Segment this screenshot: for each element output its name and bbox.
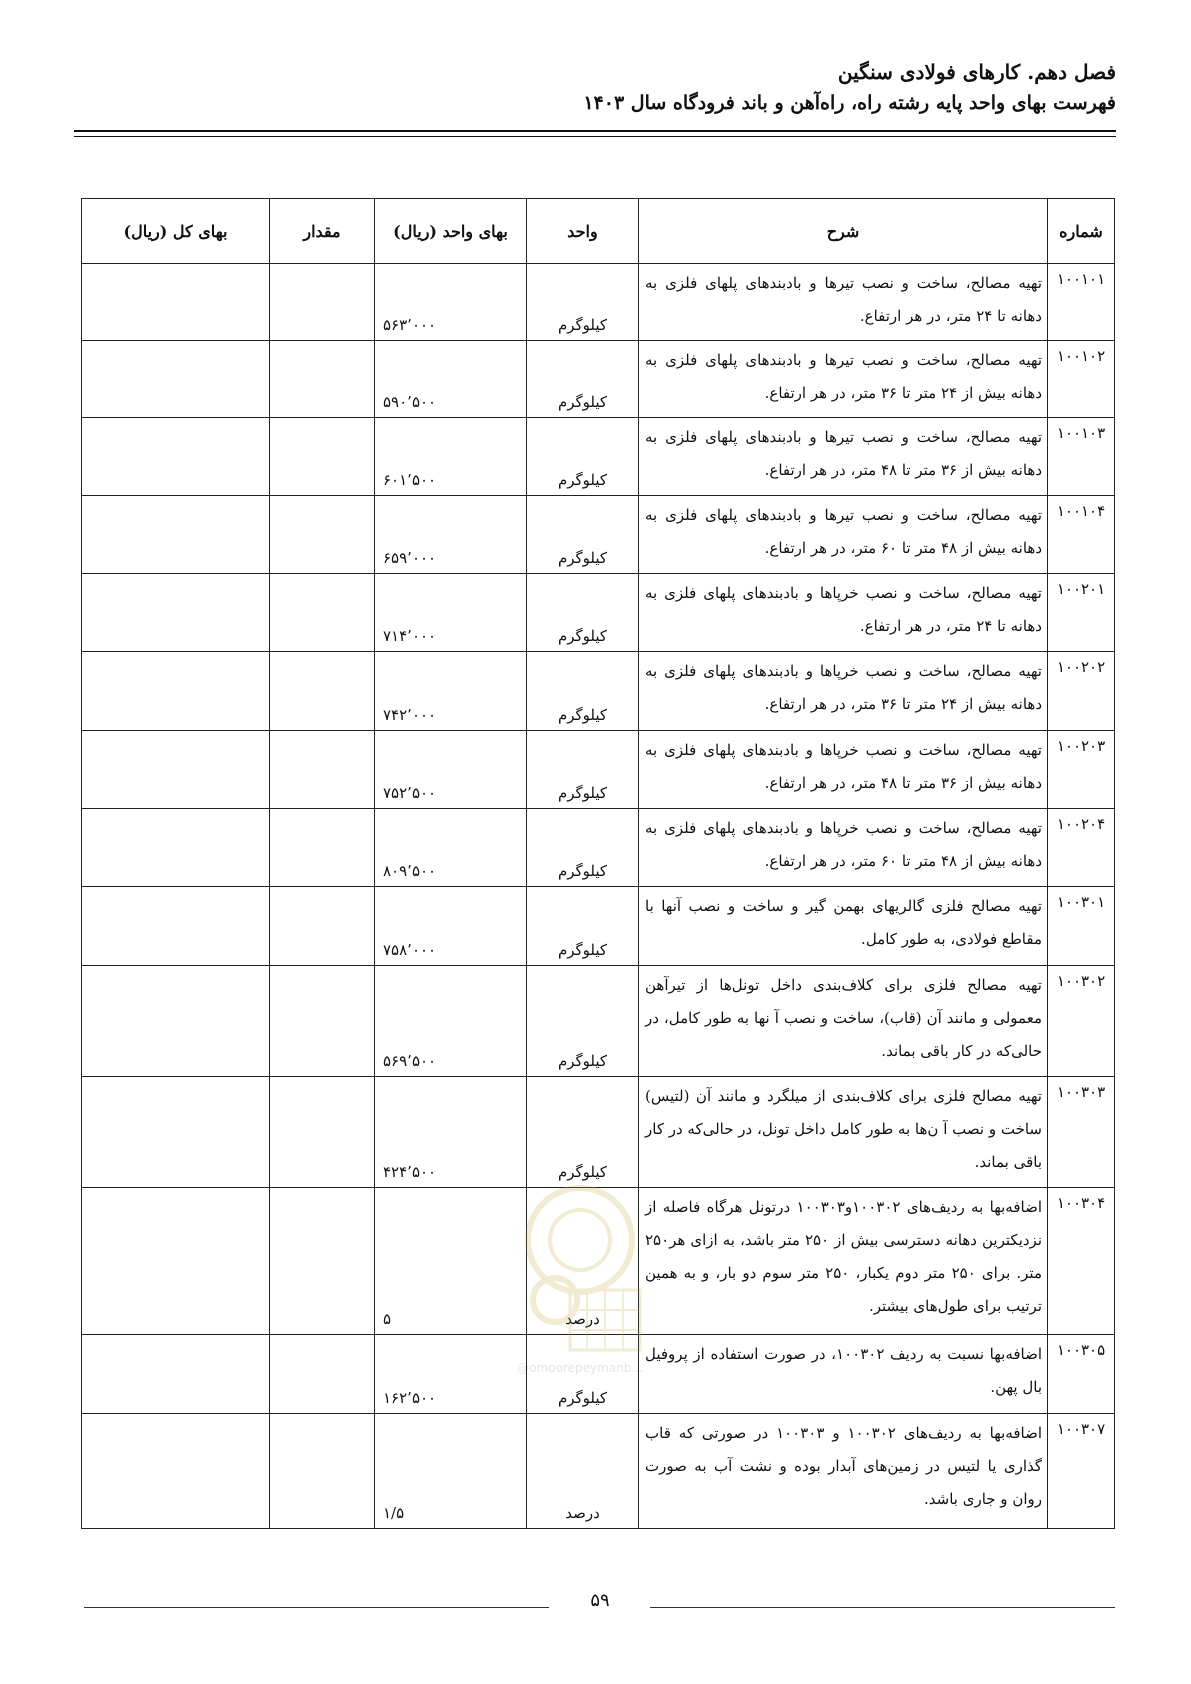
item-quantity — [270, 1077, 375, 1188]
item-quantity — [270, 496, 375, 574]
item-unit: کیلوگرم — [527, 341, 639, 418]
item-number: ۱۰۰۲۰۱ — [1048, 574, 1115, 652]
item-description: اضافه‌بها نسبت به ردیف ۱۰۰۳۰۲، در صورت استفاده از پروفیل بال پهن. — [639, 1335, 1048, 1414]
item-description: تهیه مصالح، ساخت و نصب خرپاها و بادبندهای پلهای فلزی به دهانه تا ۲۴ متر، در هر ارتفاع. — [639, 574, 1048, 652]
item-unit-price: ۱۶۲٬۵۰۰ — [375, 1335, 527, 1414]
item-total — [82, 1414, 270, 1529]
item-unit: درصد — [527, 1414, 639, 1529]
page-header — [583, 60, 1116, 114]
col-header-unit-price: بهای واحد (ریال) — [375, 199, 527, 264]
col-header-total-price: بهای کل (ریال) — [82, 199, 270, 264]
item-total — [82, 574, 270, 652]
item-total — [82, 731, 270, 809]
item-description: تهیه مصالح فلزی گالریهای بهمن گیر و ساخت و نصب آنها با مقاطع فولادی، به طور کامل. — [639, 887, 1048, 966]
item-unit-price: ۶۰۱٬۵۰۰ — [375, 418, 527, 496]
item-number: ۱۰۰۳۰۲ — [1048, 966, 1115, 1077]
col-header-unit: واحد — [527, 199, 639, 264]
item-total — [82, 1077, 270, 1188]
footer-rule-left — [84, 1607, 549, 1608]
item-unit-price: ۷۵۲٬۵۰۰ — [375, 731, 527, 809]
item-unit-price: ۵۹۰٬۵۰۰ — [375, 341, 527, 418]
page-number: ۵۹ — [590, 1590, 610, 1611]
item-quantity — [270, 418, 375, 496]
item-total — [82, 1335, 270, 1414]
item-number: ۱۰۰۲۰۲ — [1048, 652, 1115, 731]
item-quantity — [270, 341, 375, 418]
item-unit: کیلوگرم — [527, 652, 639, 731]
item-quantity — [270, 887, 375, 966]
item-quantity — [270, 731, 375, 809]
item-description: تهیه مصالح فلزی برای کلاف‌بندی داخل تونل‌ها از تیرآهن معمولی و مانند آن (قاب)، ساخت و نصب آ نها به طور کامل، در حالی‌که در کار باقی بماند. — [639, 966, 1048, 1077]
item-total — [82, 652, 270, 731]
item-quantity — [270, 1414, 375, 1529]
item-unit: کیلوگرم — [527, 574, 639, 652]
item-total — [82, 966, 270, 1077]
item-description: تهیه مصالح، ساخت و نصب خرپاها و بادبندهای پلهای فلزی به دهانه بیش از ۴۸ متر تا ۶۰ متر، در هر ارتفاع. — [639, 809, 1048, 887]
table-row — [82, 496, 1115, 574]
item-unit: کیلوگرم — [527, 264, 639, 341]
item-number: ۱۰۰۳۰۷ — [1048, 1414, 1115, 1529]
watermark-handle: @omoorepeymanb... — [517, 1361, 643, 1375]
item-unit-price: ۱/۵ — [375, 1414, 527, 1529]
item-number: ۱۰۰۱۰۲ — [1048, 341, 1115, 418]
item-quantity — [270, 1335, 375, 1414]
item-unit-price: ۷۴۲٬۰۰۰ — [375, 652, 527, 731]
item-number: ۱۰۰۱۰۳ — [1048, 418, 1115, 496]
item-description: تهیه مصالح فلزی برای کلاف‌بندی از میلگرد و مانند آن (لتیس) ساخت و نصب آ ن‌ها به طور کامل داخل تونل، در حالی‌که در کار باقی بماند. — [639, 1077, 1048, 1188]
item-description: تهیه مصالح، ساخت و نصب تیرها و بادبندهای پلهای فلزی به دهانه بیش از ۳۶ متر تا ۴۸ متر، در هر ارتفاع. — [639, 418, 1048, 496]
chapter-title: فصل دهم. کارهای فولادی سنگین — [837, 60, 1116, 84]
item-number: ۱۰۰۱۰۴ — [1048, 496, 1115, 574]
item-description: اضافه‌بها به ردیف‌های ۱۰۰۳۰۲و۱۰۰۳۰۳ درتونل هرگاه فاصله از نزدیکترین دهانه دسترسی بیش از ۲۵۰ متر باشد، به ازای هر۲۵۰ متر. برای ۲۵۰ متر دوم یکبار، ۲۵۰ متر سوم دو بار، و به همین ترتیب برای طول‌های بیشتر. — [639, 1188, 1048, 1335]
table-row — [82, 809, 1115, 887]
col-header-number: شماره — [1048, 199, 1115, 264]
table-row — [82, 418, 1115, 496]
item-quantity — [270, 966, 375, 1077]
table-header-row — [82, 199, 1115, 264]
item-unit-price: ۶۵۹٬۰۰۰ — [375, 496, 527, 574]
table-row — [82, 264, 1115, 341]
table-row — [82, 887, 1115, 966]
item-quantity — [270, 1188, 375, 1335]
table-row — [82, 1335, 1115, 1414]
item-quantity — [270, 264, 375, 341]
item-total — [82, 1188, 270, 1335]
item-number: ۱۰۰۳۰۱ — [1048, 887, 1115, 966]
item-unit-price: ۴۲۴٬۵۰۰ — [375, 1077, 527, 1188]
price-list-table — [81, 198, 1115, 1529]
item-number: ۱۰۰۲۰۳ — [1048, 731, 1115, 809]
item-unit-price: ۷۵۸٬۰۰۰ — [375, 887, 527, 966]
table-row — [82, 1414, 1115, 1529]
item-description: تهیه مصالح، ساخت و نصب تیرها و بادبندهای پلهای فلزی به دهانه بیش از ۲۴ متر تا ۳۶ متر، در هر ارتفاع. — [639, 341, 1048, 418]
table-row — [82, 341, 1115, 418]
item-unit: کیلوگرم — [527, 1335, 639, 1414]
item-unit: کیلوگرم — [527, 731, 639, 809]
table-row — [82, 731, 1115, 809]
item-unit: درصد — [527, 1188, 639, 1335]
header-rule-thick — [74, 130, 1116, 132]
item-number: ۱۰۰۳۰۴ — [1048, 1188, 1115, 1335]
item-quantity — [270, 574, 375, 652]
item-unit-price: ۷۱۴٬۰۰۰ — [375, 574, 527, 652]
table-row — [82, 966, 1115, 1077]
item-total — [82, 809, 270, 887]
item-total — [82, 264, 270, 341]
item-description: تهیه مصالح، ساخت و نصب تیرها و بادبندهای پلهای فلزی به دهانه تا ۲۴ متر، در هر ارتفاع. — [639, 264, 1048, 341]
item-description: تهیه مصالح، ساخت و نصب تیرها و بادبندهای پلهای فلزی به دهانه بیش از ۴۸ متر تا ۶۰ متر، در هر ارتفاع. — [639, 496, 1048, 574]
item-unit: کیلوگرم — [527, 1077, 639, 1188]
table-row — [82, 1077, 1115, 1188]
item-total — [82, 496, 270, 574]
footer-rule-right — [650, 1607, 1115, 1608]
col-header-description: شرح — [639, 199, 1048, 264]
item-unit: کیلوگرم — [527, 809, 639, 887]
item-unit: کیلوگرم — [527, 496, 639, 574]
item-unit: کیلوگرم — [527, 418, 639, 496]
table-row — [82, 1188, 1115, 1335]
item-quantity — [270, 809, 375, 887]
item-description: تهیه مصالح، ساخت و نصب خرپاها و بادبندهای پلهای فلزی به دهانه بیش از ۳۶ متر تا ۴۸ متر، در هر ارتفاع. — [639, 731, 1048, 809]
item-quantity — [270, 652, 375, 731]
item-unit: کیلوگرم — [527, 887, 639, 966]
item-number: ۱۰۰۱۰۱ — [1048, 264, 1115, 341]
header-rule-thin — [74, 136, 1116, 137]
item-total — [82, 418, 270, 496]
item-description: تهیه مصالح، ساخت و نصب خرپاها و بادبندهای پلهای فلزی به دهانه بیش از ۲۴ متر تا ۳۶ متر، در هر ارتفاع. — [639, 652, 1048, 731]
col-header-quantity: مقدار — [270, 199, 375, 264]
item-number: ۱۰۰۳۰۵ — [1048, 1335, 1115, 1414]
table-row — [82, 652, 1115, 731]
item-unit-price: ۵۶۳٬۰۰۰ — [375, 264, 527, 341]
item-number: ۱۰۰۲۰۴ — [1048, 809, 1115, 887]
document-subtitle: فهرست بهای واحد پایه رشته راه، راه‌آهن و باند فرودگاه سال ۱۴۰۳ — [583, 92, 1116, 114]
item-unit-price: ۵۶۹٬۵۰۰ — [375, 966, 527, 1077]
item-number: ۱۰۰۳۰۳ — [1048, 1077, 1115, 1188]
item-unit: کیلوگرم — [527, 966, 639, 1077]
item-unit-price: ۵ — [375, 1188, 527, 1335]
table-row — [82, 574, 1115, 652]
item-unit-price: ۸۰۹٬۵۰۰ — [375, 809, 527, 887]
item-total — [82, 341, 270, 418]
item-total — [82, 887, 270, 966]
item-description: اضافه‌بها به ردیف‌های ۱۰۰۳۰۲ و ۱۰۰۳۰۳ در صورتی که قاب گذاری یا لتیس در زمین‌های آبدار بوده و نشت آب به صورت روان و جاری باشد. — [639, 1414, 1048, 1529]
